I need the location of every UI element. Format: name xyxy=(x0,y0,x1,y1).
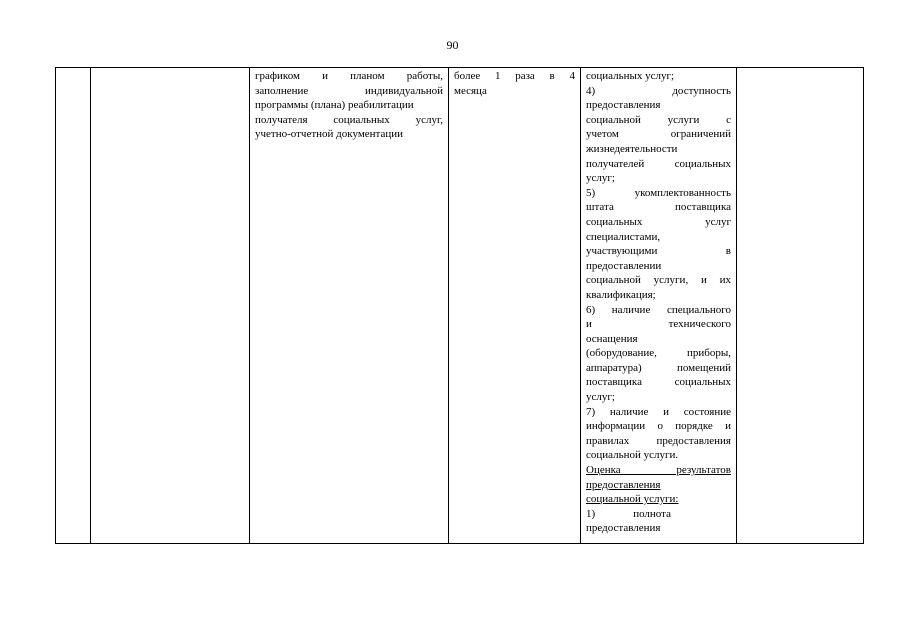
service-name-cell xyxy=(91,68,250,544)
text-line: социальной услуги с xyxy=(586,113,731,126)
text-line: социальной услуги, и их xyxy=(586,274,731,287)
number-cell xyxy=(56,68,91,544)
text-line: участвующими в xyxy=(586,245,731,258)
table-row xyxy=(56,68,864,544)
text-line: предоставлении xyxy=(586,259,662,272)
text-line: услуг; xyxy=(586,391,615,404)
text-line: месяца xyxy=(454,84,487,97)
text-line: графиком и планом работы, xyxy=(255,70,443,82)
activity-cell xyxy=(250,68,449,544)
text-line: программы (плана) реабилитации xyxy=(255,99,414,112)
text-line: социальной услуги. xyxy=(586,449,679,462)
text-line: предоставления xyxy=(586,522,661,535)
text-line: 7) наличие и состояние xyxy=(586,405,731,418)
text-line: заполнение индивидуальной xyxy=(255,84,443,97)
text-line: жизнедеятельности xyxy=(586,142,678,155)
text-line: (оборудование, приборы, xyxy=(586,347,731,360)
quality-criteria-cell xyxy=(581,68,737,544)
text-line: правилах предоставления xyxy=(586,434,731,447)
services-table xyxy=(55,67,864,544)
text-line: учетно-отчетной документации xyxy=(255,128,404,141)
text-line: получателя социальных услуг, xyxy=(255,113,443,126)
text-line: и технического xyxy=(586,318,731,331)
notes-cell xyxy=(737,68,864,544)
text-line: квалификация; xyxy=(586,288,656,301)
text-line: 6) наличие специального xyxy=(586,303,731,316)
text-line: 1) полнота xyxy=(586,507,671,520)
text-line: информации о порядке и xyxy=(586,420,731,433)
text-line: 4) доступность xyxy=(586,84,731,97)
text-line: социальных услуг xyxy=(586,215,731,228)
text-line: предоставления xyxy=(586,99,661,112)
text-line: специалистами, xyxy=(586,230,661,243)
text-line: поставщика социальных xyxy=(586,376,731,389)
text-line: услуг; xyxy=(586,172,615,185)
text-line: штата поставщика xyxy=(586,201,731,214)
text-line: более 1 раза в 4 xyxy=(454,70,575,82)
frequency-cell xyxy=(449,68,581,544)
text-line: 5) укомплектованность xyxy=(586,186,731,199)
text-line: оснащения xyxy=(586,332,638,345)
text-line: получателей социальных xyxy=(586,157,731,170)
text-line: социальных услуг; xyxy=(586,70,675,82)
text-line: учетом ограничений xyxy=(586,128,731,141)
text-line: предоставления xyxy=(586,478,661,491)
text-line: аппаратура) помещений xyxy=(586,361,731,374)
text-line: Оценка результатов xyxy=(586,464,731,477)
text-line: социальной услуги: xyxy=(586,493,679,506)
page-number: 90 xyxy=(446,38,459,52)
